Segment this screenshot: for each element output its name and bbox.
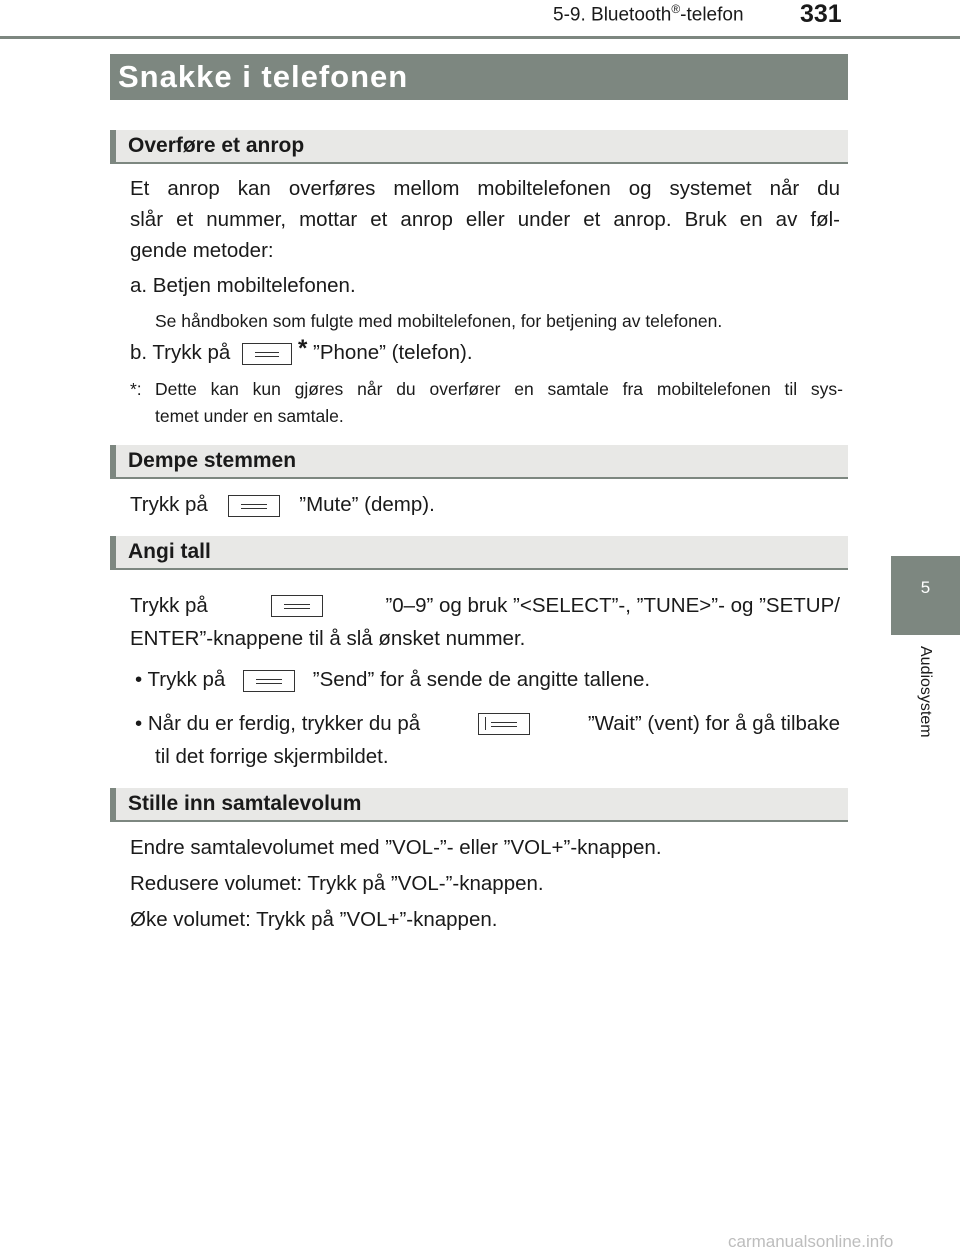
digits-line1-suffix: ”0–9” og bruk ”<SELECT”-, ”TUNE>”- og ”SETUP/ [385, 594, 840, 617]
digits-bullet1-suffix: ”Send” for å sende de angitte tallene. [312, 668, 651, 691]
transfer-item-b-prefix: b. Trykk på [130, 341, 231, 364]
transfer-intro-line3: gende metoder: [130, 239, 274, 262]
mute-button-icon [228, 495, 280, 517]
header-divider [0, 36, 960, 39]
digits-bullet1 [135, 664, 845, 695]
volume-line2: Redusere volumet: Trykk på ”VOL-”-knappen. [130, 872, 544, 895]
transfer-item-a-note: Se håndboken som fulgte med mobiltelefonen, for betjening av telefonen. [155, 311, 723, 331]
volume-line1: Endre samtalevolumet med ”VOL-”- eller ”VOL+”-knappen. [130, 836, 662, 859]
page-number: 331 [800, 0, 842, 28]
header-section-label: 5-9. Bluetooth®-telefon [553, 2, 744, 26]
section-heading-volume: Stille inn samtalevolum [110, 788, 848, 822]
asterisk-mark: * [297, 335, 308, 362]
section-heading-transfer: Overføre et anrop [110, 130, 848, 164]
digits-button-icon [271, 595, 323, 617]
digits-line1 [130, 590, 840, 621]
mute-instruction [130, 489, 840, 520]
mute-prefix: Trykk på [130, 493, 208, 516]
transfer-item-a: a. Betjen mobiltelefonen. [130, 274, 356, 297]
footnote-line1: Dette kan kun gjøres når du overfører en samtale fra mobiltelefonen til sys- [155, 379, 843, 399]
digits-bullet2 [135, 708, 840, 739]
footnote-mark: *: [130, 379, 142, 399]
transfer-item-b-suffix: ”Phone” (telefon). [313, 341, 473, 364]
chapter-number: 5 [920, 578, 931, 597]
transfer-intro-line2: slår et nummer, mottar et anrop eller under et anrop. Bruk en av føl- [130, 208, 840, 231]
chapter-tab [891, 556, 960, 635]
volume-line3: Øke volumet: Trykk på ”VOL+”-knappen. [130, 908, 498, 931]
digits-line2: ENTER”-knappene til å slå ønsket nummer. [130, 627, 526, 650]
footnote-line2: temet under en samtale. [155, 406, 344, 426]
section-heading-mute: Dempe stemmen [110, 445, 848, 479]
page-title: Snakke i telefonen [110, 54, 848, 100]
transfer-intro-line1: Et anrop kan overføres mellom mobiltelefonen og systemet når du [130, 177, 840, 200]
digits-bullet1-prefix: • Trykk på [135, 668, 226, 691]
digits-line1-prefix: Trykk på [130, 594, 208, 617]
digits-bullet2-line2: til det forrige skjermbildet. [155, 745, 389, 768]
chapter-label: Audiosystem [917, 646, 934, 738]
section-heading-digits: Angi tall [110, 536, 848, 570]
watermark: carmanualsonline.info [728, 1232, 894, 1251]
digits-bullet2-suffix: ”Wait” (vent) for å gå tilbake [587, 712, 840, 735]
wait-button-icon [478, 713, 530, 735]
send-button-icon [243, 670, 295, 692]
transfer-item-b [130, 337, 840, 368]
digits-bullet2-prefix: • Når du er ferdig, trykker du på [135, 712, 421, 735]
mute-suffix: ”Mute” (demp). [299, 493, 435, 516]
phone-button-icon [242, 343, 292, 365]
